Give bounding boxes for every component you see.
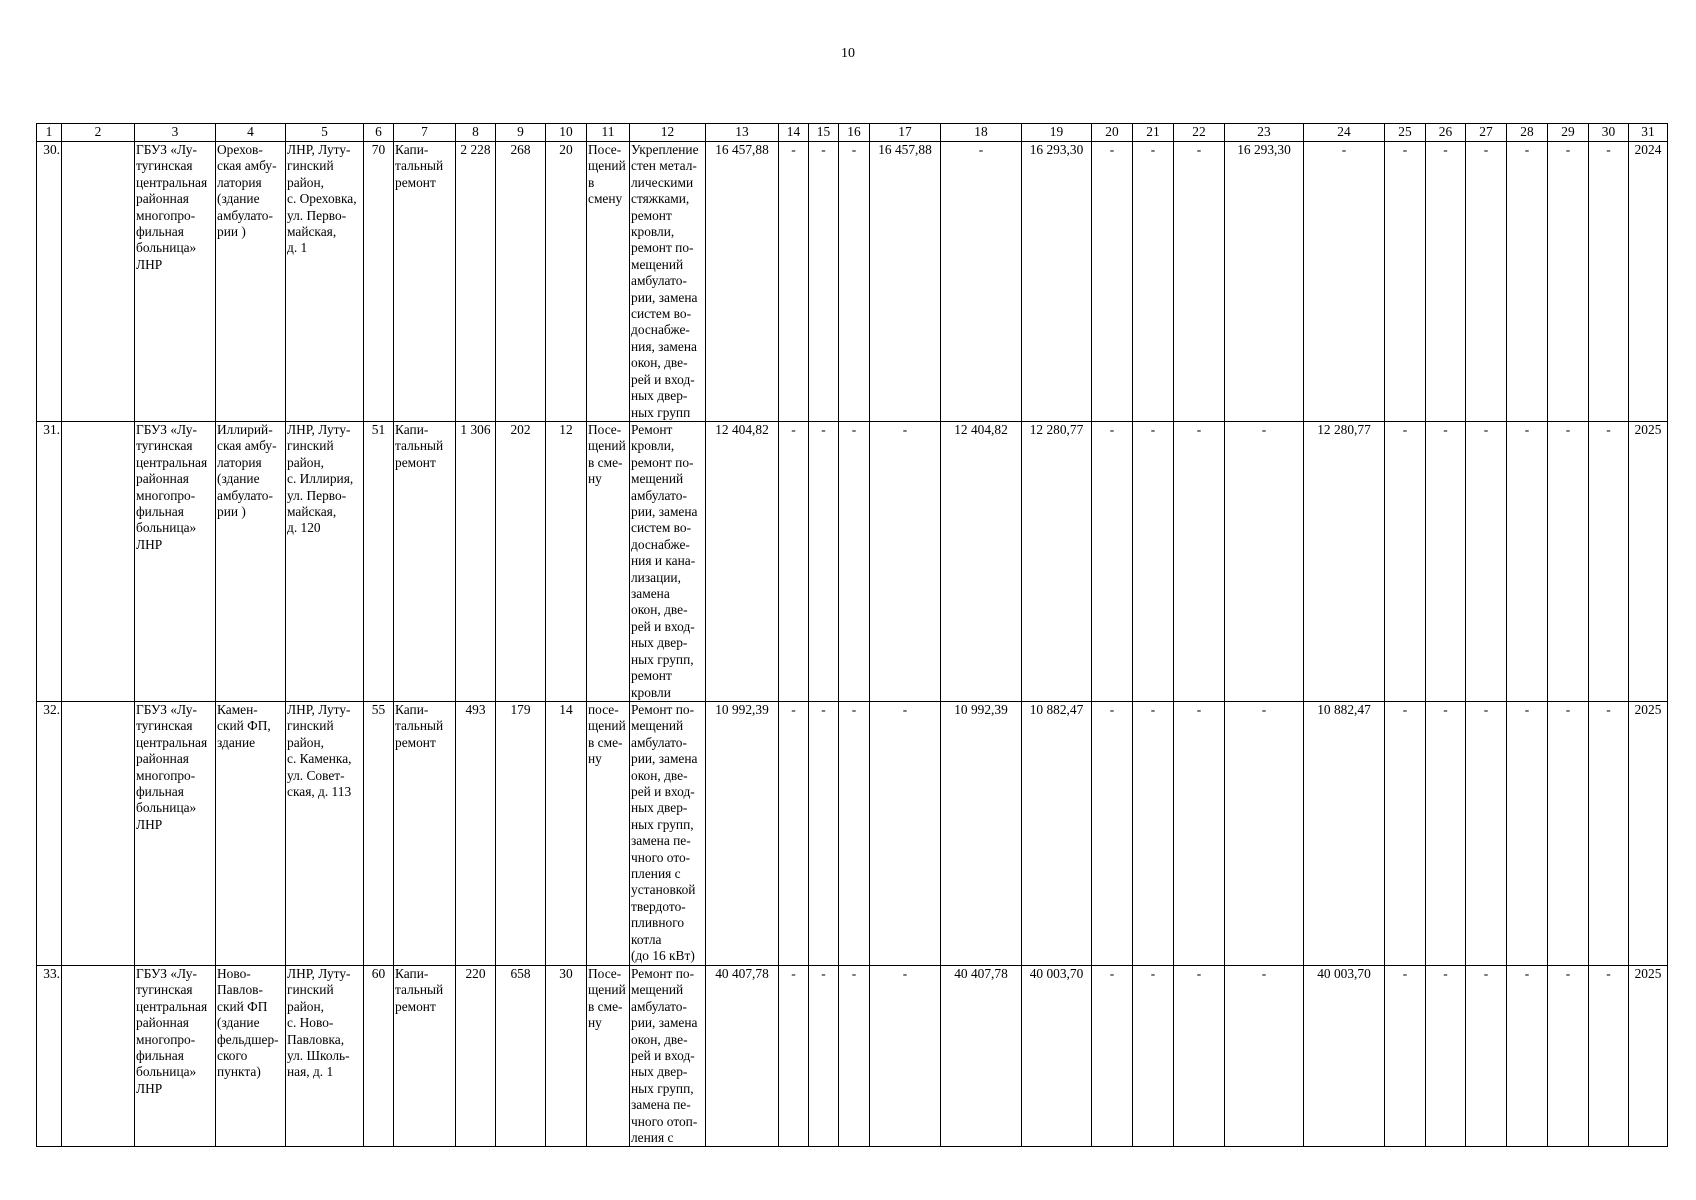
table-cell: - [839, 142, 870, 422]
amount-cell: 12 404,82 [706, 422, 779, 702]
table-cell: 20 [546, 142, 587, 422]
institution-cell: ГБУЗ «Лу- тугинская центральная районная многопро- фильная больница» ЛНР [135, 142, 216, 422]
table-cell: - [1426, 702, 1466, 966]
object-table [36, 123, 1668, 1147]
table-cell: - [1548, 142, 1589, 422]
table-cell: - [839, 966, 870, 1147]
table-cell: 658 [496, 966, 546, 1147]
column-number: 17 [870, 124, 941, 142]
work-type-cell: Капи- тальный ремонт [394, 142, 456, 422]
table-cell: - [1589, 966, 1629, 1147]
address-cell: ЛНР, Луту- гинский район, с. Иллирия, ул. Перво- майская, д. 120 [286, 422, 364, 702]
table-cell [62, 142, 135, 422]
year-cell: 2024 [1629, 142, 1668, 422]
table-cell: - [809, 142, 839, 422]
column-number: 27 [1466, 124, 1507, 142]
object-name-cell: Камен- ский ФП, здание [216, 702, 286, 966]
amount-cell: 40 003,70 [1022, 966, 1092, 1147]
table-cell: - [779, 966, 809, 1147]
column-number: 2 [62, 124, 135, 142]
row-number: 30. [37, 142, 62, 422]
address-cell: ЛНР, Луту- гинский район, с. Каменка, ул. Совет- ская, д. 113 [286, 702, 364, 966]
table-cell: 493 [456, 702, 496, 966]
table-cell: 12 [546, 422, 587, 702]
row-number: 33. [37, 966, 62, 1147]
object-name-cell: Иллирий- ская амбу- латория (здание амбулато- рии ) [216, 422, 286, 702]
capacity-unit-cell: посе- щений в сме- ну [587, 702, 630, 966]
works-description-cell: Ремонт по- мещений амбулато- рии, замена окон, две- рей и вход- ных двер- ных групп, замена пе- чного отоп- ления с [630, 966, 706, 1147]
capacity-unit-cell: Посе- щений в смену [587, 142, 630, 422]
works-description-cell: Укрепление стен метал- лическими стяжками, ремонт кровли, ремонт по- мещений амбулато- рии, замена систем во- доснабже- ния, замена окон, две- рей и вход- ных двер- ных групп [630, 142, 706, 422]
column-number: 21 [1133, 124, 1174, 142]
row-number: 31. [37, 422, 62, 702]
amount-cell: 40 407,78 [941, 966, 1022, 1147]
column-number: 4 [216, 124, 286, 142]
amount-cell: - [1304, 142, 1385, 422]
amount-cell: 12 404,82 [941, 422, 1022, 702]
amount-cell: - [870, 966, 941, 1147]
amount-cell: 16 457,88 [870, 142, 941, 422]
table-cell: 30 [546, 966, 587, 1147]
table-cell: 202 [496, 422, 546, 702]
amount-cell: 12 280,77 [1022, 422, 1092, 702]
amount-cell: 40 407,78 [706, 966, 779, 1147]
table-row [37, 422, 1668, 702]
address-cell: ЛНР, Луту- гинский район, с. Ореховка, ул. Перво- майская, д. 1 [286, 142, 364, 422]
column-number: 18 [941, 124, 1022, 142]
column-number: 5 [286, 124, 364, 142]
amount-cell: - [1225, 702, 1304, 966]
table-cell: - [839, 702, 870, 966]
amount-cell: 10 882,47 [1022, 702, 1092, 966]
table-cell: - [1174, 142, 1225, 422]
table-cell: 60 [364, 966, 394, 1147]
amount-cell: 40 003,70 [1304, 966, 1385, 1147]
year-cell: 2025 [1629, 422, 1668, 702]
table-cell: 1 306 [456, 422, 496, 702]
table-cell: 14 [546, 702, 587, 966]
table-cell: - [1426, 142, 1466, 422]
amount-cell: - [1225, 422, 1304, 702]
table-cell: 2 228 [456, 142, 496, 422]
table-cell [62, 702, 135, 966]
table-cell: - [1548, 702, 1589, 966]
column-number: 26 [1426, 124, 1466, 142]
column-number: 6 [364, 124, 394, 142]
amount-cell: - [1225, 966, 1304, 1147]
amount-cell: - [941, 142, 1022, 422]
table-row [37, 702, 1668, 966]
table-cell: - [1466, 142, 1507, 422]
column-number: 16 [839, 124, 870, 142]
work-type-cell: Капи- тальный ремонт [394, 966, 456, 1147]
column-number: 8 [456, 124, 496, 142]
table-cell: 70 [364, 142, 394, 422]
column-number: 3 [135, 124, 216, 142]
table-cell: - [839, 422, 870, 702]
institution-cell: ГБУЗ «Лу- тугинская центральная районная многопро- фильная больница» ЛНР [135, 422, 216, 702]
work-type-cell: Капи- тальный ремонт [394, 702, 456, 966]
table-cell: - [809, 966, 839, 1147]
column-number: 9 [496, 124, 546, 142]
object-name-cell: Орехов- ская амбу- латория (здание амбулато- рии ) [216, 142, 286, 422]
table-cell: - [1133, 422, 1174, 702]
column-number: 29 [1548, 124, 1589, 142]
address-cell: ЛНР, Луту- гинский район, с. Ново- Павловка, ул. Школь- ная, д. 1 [286, 966, 364, 1147]
column-number: 14 [779, 124, 809, 142]
amount-cell: - [870, 422, 941, 702]
capacity-unit-cell: Посе- щений в сме- ну [587, 422, 630, 702]
column-number: 15 [809, 124, 839, 142]
amount-cell: 16 457,88 [706, 142, 779, 422]
table-cell: - [1133, 142, 1174, 422]
table-cell: - [1385, 702, 1426, 966]
table-cell: - [1589, 702, 1629, 966]
column-number: 24 [1304, 124, 1385, 142]
amount-cell: 12 280,77 [1304, 422, 1385, 702]
table-cell: - [809, 702, 839, 966]
table-cell: 268 [496, 142, 546, 422]
table-cell: - [1507, 702, 1548, 966]
column-number: 30 [1589, 124, 1629, 142]
year-cell: 2025 [1629, 966, 1668, 1147]
table-row [37, 966, 1668, 1147]
column-number: 31 [1629, 124, 1668, 142]
table-cell: - [1426, 966, 1466, 1147]
amount-cell: 10 992,39 [706, 702, 779, 966]
table-cell: - [779, 142, 809, 422]
amount-cell: - [870, 702, 941, 966]
row-number: 32. [37, 702, 62, 966]
column-number: 23 [1225, 124, 1304, 142]
works-description-cell: Ремонт кровли, ремонт по- мещений амбулато- рии, замена систем во- доснабже- ния и кана- лизации, замена окон, две- рей и вход- ных двер- ных групп, ремонт кровли [630, 422, 706, 702]
table-cell: - [1092, 702, 1133, 966]
table-cell: 55 [364, 702, 394, 966]
table-cell: - [1507, 142, 1548, 422]
amount-cell: 16 293,30 [1225, 142, 1304, 422]
table-cell: - [1385, 142, 1426, 422]
table-cell: - [1548, 966, 1589, 1147]
table-cell: - [779, 422, 809, 702]
works-description-cell: Ремонт по- мещений амбулато- рии, замена окон, две- рей и вход- ных двер- ных групп, замена пе- чного ото- пления с установкой твердото- пливного котла (до 16 кВт) [630, 702, 706, 966]
page-number: 10 [841, 46, 855, 61]
table-cell: - [1174, 966, 1225, 1147]
amount-cell: 10 992,39 [941, 702, 1022, 966]
table-cell: 51 [364, 422, 394, 702]
amount-cell: 16 293,30 [1022, 142, 1092, 422]
table-cell: 220 [456, 966, 496, 1147]
table-cell: - [1466, 422, 1507, 702]
table-cell: - [1589, 422, 1629, 702]
column-number: 13 [706, 124, 779, 142]
table-cell: - [1133, 702, 1174, 966]
table-cell: - [1092, 422, 1133, 702]
table-cell: - [1092, 142, 1133, 422]
table-cell [62, 422, 135, 702]
column-number: 19 [1022, 124, 1092, 142]
column-number: 12 [630, 124, 706, 142]
table-row [37, 142, 1668, 422]
capacity-unit-cell: Посе- щений в сме- ну [587, 966, 630, 1147]
table-cell: - [1466, 966, 1507, 1147]
work-type-cell: Капи- тальный ремонт [394, 422, 456, 702]
table-cell: - [779, 702, 809, 966]
column-number: 10 [546, 124, 587, 142]
column-number: 1 [37, 124, 62, 142]
table-cell: - [1174, 422, 1225, 702]
institution-cell: ГБУЗ «Лу- тугинская центральная районная многопро- фильная больница» ЛНР [135, 966, 216, 1147]
table-cell: - [1092, 966, 1133, 1147]
table-cell: - [1174, 702, 1225, 966]
table-cell: - [1589, 142, 1629, 422]
column-number: 28 [1507, 124, 1548, 142]
table-cell: - [809, 422, 839, 702]
column-number: 7 [394, 124, 456, 142]
column-number-row [37, 124, 1668, 142]
table-cell: - [1426, 422, 1466, 702]
column-number: 22 [1174, 124, 1225, 142]
column-number: 25 [1385, 124, 1426, 142]
table-cell: - [1548, 422, 1589, 702]
table-cell: - [1385, 422, 1426, 702]
year-cell: 2025 [1629, 702, 1668, 966]
object-name-cell: Ново- Павлов- ский ФП (здание фельдшер- ского пункта) [216, 966, 286, 1147]
table-cell: - [1507, 422, 1548, 702]
table-cell: - [1507, 966, 1548, 1147]
table-cell: 179 [496, 702, 546, 966]
institution-cell: ГБУЗ «Лу- тугинская центральная районная многопро- фильная больница» ЛНР [135, 702, 216, 966]
table-cell [62, 966, 135, 1147]
column-number: 11 [587, 124, 630, 142]
column-number: 20 [1092, 124, 1133, 142]
table-cell: - [1466, 702, 1507, 966]
amount-cell: 10 882,47 [1304, 702, 1385, 966]
table-cell: - [1133, 966, 1174, 1147]
table-cell: - [1385, 966, 1426, 1147]
